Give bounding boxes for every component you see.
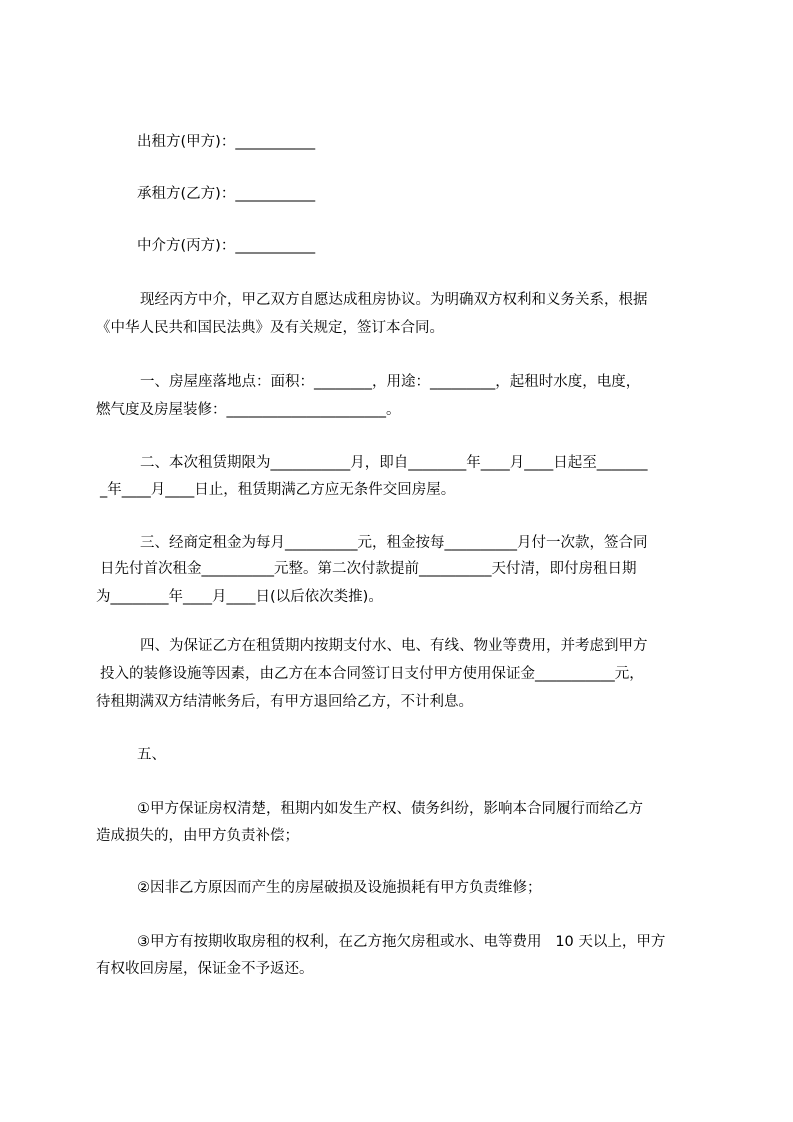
- clause-2-line-1: 二、本次租赁期限为___________月，即自________年____月____日起至_______: [140, 455, 648, 471]
- clause-4-line-3: 待租期满双方结清帐务后，有甲方退回给乙方，不计利息。: [96, 694, 473, 710]
- clause-4-line-1: 四、为保证乙方在租赁期内按期支付水、电、有线、物业等费用，并考虑到甲方: [140, 638, 648, 654]
- intro-line-2: 《中华人民共和国民法典》及有关规定，签订本合同。: [96, 320, 444, 336]
- clause-3-line-2: 日先付首次租金__________元整。第二次付款提前__________天付清，即付房租日期: [100, 561, 637, 577]
- agent-line: 中介方(丙方)：___________: [137, 238, 316, 254]
- lessee-line: 承租方(乙方)：___________: [137, 186, 316, 202]
- clause-1-line-1: 一、房屋座落地点：面积：________，用途：_________，起租时水度，电度，: [140, 374, 641, 390]
- clause-5-item-2: ②因非乙方原因而产生的房屋破损及设施损耗有甲方负责维修；: [137, 880, 542, 896]
- clause-2-line-2: _年____月____日止，租赁期满乙方应无条件交回房屋。: [100, 482, 456, 498]
- lessor-line: 出租方(甲方)：___________: [137, 134, 316, 150]
- clause-5-item-3-line-2: 有权收回房屋，保证金不予返还。: [96, 961, 314, 977]
- clause-3-line-3: 为________年____月____日(以后依次类推)。: [96, 589, 383, 605]
- clause-5-heading: 五、: [137, 747, 166, 763]
- clause-4-line-2: 投入的装修设施等因素，由乙方在本合同签订日支付甲方使用保证金___________元，: [100, 666, 644, 682]
- clause-5-item-1-line-1: ①甲方保证房权清楚，租期内如发生产权、债务纠纷，影响本合同履行而给乙方: [137, 801, 643, 817]
- clause-5-item-3-line-1: ③甲方有按期收取房租的权利，在乙方拖欠房租或水、电等费用 10 天以上，甲方: [137, 934, 666, 950]
- clause-3-line-1: 三、经商定租金为每月__________元，租金按每__________月付一次款，签合同: [140, 535, 648, 551]
- intro-line-1: 现经丙方中介，甲乙双方自愿达成租房协议。为明确双方权利和义务关系，根据: [140, 292, 648, 308]
- clause-1-line-2: 燃气度及房屋装修：______________________。: [96, 402, 401, 418]
- clause-5-item-1-line-2: 造成损失的，由甲方负责补偿；: [96, 828, 299, 844]
